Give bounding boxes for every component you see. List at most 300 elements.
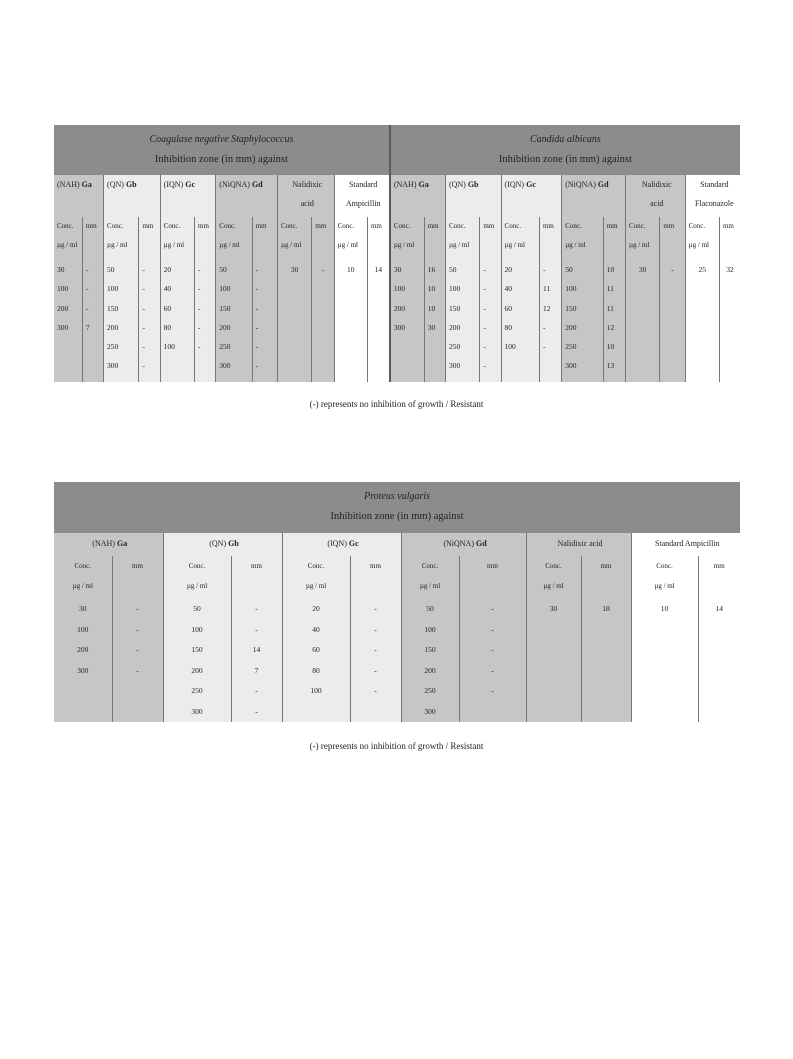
mm-value: -: [255, 265, 259, 274]
conc-value: 200: [219, 322, 231, 332]
mm-values-cell: [82, 259, 103, 382]
mm-values-cell: [459, 598, 526, 722]
conc-value: 100: [77, 624, 89, 634]
conc-unit: µg / ml: [393, 241, 415, 249]
proteus-title-cell: [54, 482, 740, 533]
mm-label: mm: [315, 222, 327, 230]
conc-unit: µg / ml: [688, 241, 709, 249]
compound-header: [163, 533, 282, 556]
conc-value: 60: [163, 303, 172, 313]
conc-value: 30: [638, 265, 647, 274]
compound-code: Ga: [81, 180, 92, 189]
mm-value: -: [255, 322, 259, 332]
conc-label: Conc.: [57, 222, 74, 230]
mm-label: mm: [85, 222, 97, 230]
mm-header: [350, 556, 401, 598]
conc-label: Conc.: [188, 562, 206, 570]
mm-value: -: [374, 665, 377, 675]
compound-prefix: (NAH): [57, 180, 82, 189]
conc-header: [160, 217, 194, 259]
mm-value: -: [136, 645, 139, 654]
mm-value: -: [255, 284, 259, 294]
compound-label-line1: Standard: [348, 180, 378, 189]
conc-header: [282, 556, 350, 598]
conc-header: [526, 556, 581, 598]
mm-value: -: [542, 265, 546, 274]
compound-code: Gd: [251, 180, 263, 189]
conc-header: [445, 217, 479, 259]
mm-header: [139, 217, 160, 259]
mm-value: -: [491, 686, 494, 695]
mm-value: -: [255, 686, 258, 695]
mm-value: -: [491, 665, 494, 675]
mm-value: -: [255, 624, 258, 634]
conc-values-cell: [631, 598, 698, 722]
conc-value: 100: [57, 284, 69, 294]
mm-values-cell: [350, 598, 401, 722]
mm-value: -: [142, 303, 145, 313]
mm-value: 10: [427, 303, 436, 313]
mm-header: [82, 217, 103, 259]
conc-value: 200: [107, 322, 119, 332]
mm-header: [112, 556, 163, 598]
compound-prefix: (QN): [209, 539, 229, 548]
mm-value: -: [255, 604, 258, 613]
mm-value: -: [491, 645, 494, 654]
mm-value: -: [255, 706, 258, 716]
conc-value: 150: [219, 303, 231, 313]
mm-value: -: [483, 303, 486, 313]
conc-label: Conc.: [628, 222, 646, 230]
conc-value: 100: [107, 284, 119, 294]
mm-value: -: [374, 645, 377, 654]
mm-value: 7: [254, 665, 259, 675]
mm-header: [231, 556, 282, 598]
conc-values-cell: [163, 598, 231, 722]
mm-label: mm: [198, 222, 209, 230]
mm-header: [539, 217, 561, 259]
conc-value: 50: [219, 265, 227, 274]
compound-prefix: (NiQNA): [443, 539, 476, 548]
conc-header: [216, 217, 252, 259]
candida-subtitle: Inhibition zone (in mm) against: [498, 154, 632, 165]
conc-value: 50: [565, 265, 573, 274]
mm-values-cell: [603, 259, 625, 382]
conc-header: [104, 217, 139, 259]
conc-label: Conc.: [307, 562, 325, 570]
conc-value: 50: [193, 604, 201, 613]
mm-value: -: [483, 265, 486, 274]
table-staph-candida: [54, 125, 740, 382]
conc-value: 300: [107, 361, 119, 371]
mm-values-cell: [112, 598, 163, 722]
conc-values-cell: [104, 259, 139, 382]
conc-value: 25: [698, 265, 707, 274]
conc-value: 250: [424, 686, 436, 695]
conc-unit: µg / ml: [305, 582, 327, 590]
conc-value: 150: [107, 303, 119, 313]
conc-header: [685, 217, 719, 259]
conc-unit: µg / ml: [337, 241, 358, 249]
conc-values-cell: [685, 259, 719, 382]
conc-value: 80: [163, 322, 172, 332]
mm-label: mm: [142, 222, 154, 230]
compound-prefix: (IQN): [504, 180, 527, 189]
mm-value: 10: [606, 342, 615, 352]
compound-code: Gc: [185, 180, 195, 189]
compound-header: [282, 533, 401, 556]
compound-header: [501, 175, 562, 217]
compound-label-line2: acid: [650, 199, 664, 208]
compound-prefix: (IQN): [163, 180, 186, 189]
conc-header: [54, 556, 112, 598]
compound-prefix: (QN): [107, 180, 126, 189]
conc-values-cell: [54, 598, 112, 722]
mm-value: -: [374, 604, 377, 613]
mm-value: 10: [427, 284, 436, 294]
compound-header: [104, 175, 161, 217]
mm-label: mm: [255, 222, 267, 230]
mm-label: mm: [663, 222, 675, 230]
compound-header: [54, 175, 104, 217]
conc-value: 40: [504, 284, 513, 294]
compound-label-line1: Standard Ampicillin: [654, 539, 720, 548]
conc-unit: µg / ml: [163, 241, 185, 249]
mm-value: -: [142, 322, 145, 332]
compound-prefix: (IQN): [327, 539, 349, 548]
mm-label: mm: [542, 222, 554, 230]
conc-value: 40: [312, 624, 320, 634]
compound-code: Gd: [597, 180, 609, 189]
conc-values-cell: [160, 259, 194, 382]
mm-value: -: [198, 284, 201, 294]
conc-header: [54, 217, 82, 259]
conc-value: 200: [448, 322, 461, 332]
mm-value: -: [85, 265, 89, 274]
mm-value: 12: [606, 322, 615, 332]
mm-header: [367, 217, 389, 259]
staph-organism-title: Coagulase negative Staphylococcus: [149, 134, 294, 145]
conc-unit: µg / ml: [565, 241, 586, 249]
mm-header: [252, 217, 277, 259]
conc-value: 150: [191, 645, 203, 654]
conc-unit: µg / ml: [57, 241, 78, 249]
conc-value: 200: [424, 665, 436, 675]
conc-header: [631, 556, 698, 598]
mm-label: mm: [251, 562, 262, 570]
conc-value: 100: [393, 284, 406, 294]
mm-header: [312, 217, 334, 259]
compound-prefix: (NiQNA): [565, 180, 598, 189]
conc-header: [562, 217, 603, 259]
mm-values-cell: [139, 259, 160, 382]
conc-values-cell: [562, 259, 603, 382]
mm-values-cell: [581, 598, 631, 722]
conc-unit: µg / ml: [72, 582, 93, 590]
conc-value: 30: [57, 265, 65, 274]
mm-value: -: [136, 624, 139, 634]
conc-value: 100: [565, 284, 577, 294]
compound-code: Gb: [125, 180, 137, 189]
conc-label: Conc.: [504, 222, 522, 230]
conc-value: 250: [107, 342, 119, 352]
conc-header: [334, 217, 367, 259]
conc-unit: µg / ml: [219, 241, 240, 249]
conc-value: 150: [565, 303, 577, 313]
compound-label-line2: Ampicillin: [345, 199, 381, 208]
conc-value: 40: [163, 284, 172, 294]
conc-unit: µg / ml: [654, 582, 675, 590]
mm-value: -: [374, 624, 377, 634]
compound-header: [334, 175, 390, 217]
conc-label: Conc.: [107, 222, 124, 230]
mm-value: 14: [715, 604, 724, 613]
conc-values-cell: [334, 259, 367, 382]
mm-values-cell: [539, 259, 561, 382]
conc-value: 250: [448, 342, 461, 352]
conc-value: 250: [219, 342, 231, 352]
conc-label: Conc.: [545, 562, 562, 570]
mm-header: [581, 556, 631, 598]
conc-value: 200: [77, 645, 89, 654]
mm-value: -: [142, 265, 145, 274]
mm-value: -: [374, 686, 377, 695]
conc-value: 300: [77, 665, 89, 675]
conc-values-cell: [526, 598, 581, 722]
mm-value: 18: [602, 604, 610, 613]
conc-value: 100: [310, 686, 322, 695]
mm-values-cell: [424, 259, 445, 382]
conc-value: 200: [393, 303, 406, 313]
conc-header: [277, 217, 311, 259]
conc-label: Conc.: [688, 222, 706, 230]
conc-value: 150: [448, 303, 461, 313]
conc-value: 30: [79, 604, 87, 613]
candida-organism-title: Candida albicans: [529, 134, 601, 145]
conc-value: 30: [549, 604, 558, 613]
conc-value: 300: [219, 361, 231, 371]
compound-code: Gc: [348, 539, 359, 548]
compound-code: Gb: [467, 180, 479, 189]
conc-values-cell: [282, 598, 350, 722]
table1-caption: (-) represents no inhibition of growth / Resistant: [309, 399, 484, 409]
mm-value: -: [321, 265, 325, 274]
conc-value: 30: [393, 265, 402, 274]
conc-value: 10: [347, 265, 355, 274]
conc-value: 100: [448, 284, 461, 294]
conc-header: [625, 217, 659, 259]
conc-label: Conc.: [565, 222, 582, 230]
conc-value: 200: [191, 665, 203, 675]
mm-value: 7: [85, 322, 90, 332]
conc-values-cell: [401, 598, 459, 722]
conc-value: 20: [312, 604, 320, 613]
conc-label: Conc.: [163, 222, 181, 230]
mm-label: mm: [370, 562, 381, 570]
proteus-organism-title: Proteus vulgaris: [364, 491, 431, 502]
compound-code: Ga: [116, 539, 128, 548]
mm-value: -: [136, 604, 139, 613]
mm-value: -: [255, 342, 259, 352]
compound-header: [631, 533, 740, 556]
mm-value: -: [483, 342, 486, 352]
conc-values-cell: [445, 259, 479, 382]
mm-value: -: [483, 361, 486, 371]
conc-unit: µg / ml: [448, 241, 470, 249]
mm-values-cell: [231, 598, 282, 722]
conc-label: Conc.: [74, 562, 92, 570]
compound-header: [562, 175, 626, 217]
conc-value: 60: [312, 645, 320, 654]
conc-label: Conc.: [421, 562, 439, 570]
conc-value: 300: [57, 322, 69, 332]
mm-value: -: [542, 322, 546, 332]
conc-header: [163, 556, 231, 598]
mm-value: -: [483, 322, 486, 332]
mm-label: mm: [483, 222, 495, 230]
mm-value: -: [136, 665, 139, 675]
mm-label: mm: [600, 562, 612, 570]
compound-label-line2: acid: [300, 199, 314, 208]
mm-value: 10: [606, 265, 615, 274]
conc-unit: µg / ml: [280, 241, 302, 249]
mm-values-cell: [195, 259, 216, 382]
conc-value: 250: [191, 686, 203, 695]
mm-header: [719, 217, 740, 259]
conc-values-cell: [277, 259, 311, 382]
mm-label: mm: [132, 562, 143, 570]
conc-unit: µg / ml: [186, 582, 208, 590]
candida-title-cell: [390, 125, 740, 175]
mm-value: -: [198, 342, 201, 352]
mm-header: [480, 217, 501, 259]
mm-value: 14: [252, 645, 261, 654]
staph-title-cell: [54, 125, 390, 175]
conc-value: 20: [504, 265, 513, 274]
mm-value: 11: [606, 284, 614, 294]
mm-value: 16: [427, 265, 436, 274]
conc-label: Conc.: [337, 222, 355, 230]
conc-values-cell: [54, 259, 82, 382]
conc-header: [401, 556, 459, 598]
conc-header: [501, 217, 539, 259]
conc-unit: µg / ml: [504, 241, 525, 249]
compound-prefix: (QN): [448, 180, 468, 189]
mm-value: -: [491, 624, 494, 634]
conc-value: 50: [107, 265, 115, 274]
conc-value: 250: [565, 342, 577, 352]
conc-value: 150: [424, 645, 436, 654]
compound-prefix: (NiQNA): [219, 180, 252, 189]
conc-label: Conc.: [448, 222, 466, 230]
conc-value: 300: [565, 361, 577, 371]
conc-label: Conc.: [219, 222, 236, 230]
table2-caption: (-) represents no inhibition of growth / Resistant: [309, 741, 484, 751]
mm-value: -: [198, 322, 201, 332]
staph-subtitle: Inhibition zone (in mm) against: [154, 154, 288, 165]
mm-value: -: [142, 284, 145, 294]
compound-header: [685, 175, 740, 217]
conc-value: 100: [163, 342, 175, 352]
conc-unit: µg / ml: [107, 241, 128, 249]
conc-value: 60: [504, 303, 513, 313]
conc-label: Conc.: [393, 222, 411, 230]
compound-header: [390, 175, 446, 217]
conc-value: 100: [504, 342, 516, 352]
mm-values-cell: [698, 598, 740, 722]
mm-header: [698, 556, 740, 598]
conc-unit: µg / ml: [419, 582, 441, 590]
mm-value: -: [542, 342, 546, 352]
compound-code: Gc: [526, 180, 536, 189]
mm-label: mm: [370, 222, 382, 230]
compound-code: Ga: [418, 180, 429, 189]
mm-value: -: [255, 361, 259, 371]
mm-value: 30: [427, 322, 436, 332]
mm-values-cell: [480, 259, 501, 382]
mm-values-cell: [660, 259, 685, 382]
mm-value: -: [85, 284, 89, 294]
conc-value: 80: [312, 665, 320, 675]
mm-values-cell: [252, 259, 277, 382]
mm-value: -: [85, 303, 89, 313]
conc-label: Conc.: [656, 562, 673, 570]
mm-label: mm: [722, 222, 734, 230]
conc-label: Conc.: [280, 222, 298, 230]
mm-value: -: [491, 604, 494, 613]
conc-value: 300: [448, 361, 461, 371]
compound-code: Gd: [476, 539, 487, 548]
mm-value: -: [255, 303, 259, 313]
mm-value: -: [142, 342, 145, 352]
conc-value: 100: [191, 624, 203, 634]
conc-value: 200: [565, 322, 577, 332]
compound-header: [445, 175, 501, 217]
compound-prefix: (NAH): [92, 539, 117, 548]
compound-label-line2: Flaconazole: [694, 199, 734, 208]
mm-label: mm: [487, 562, 498, 570]
mm-values-cell: [312, 259, 334, 382]
compound-label-line1: Nalidixic acid: [557, 539, 603, 548]
mm-label: mm: [713, 562, 725, 570]
conc-values-cell: [501, 259, 539, 382]
compound-label-line1: Nalidixic: [641, 180, 672, 189]
mm-value: 11: [542, 284, 551, 294]
mm-value: 13: [606, 361, 615, 371]
mm-header: [603, 217, 625, 259]
compound-header: [54, 533, 163, 556]
mm-label: mm: [606, 222, 618, 230]
mm-header: [660, 217, 685, 259]
compound-header: [625, 175, 685, 217]
conc-unit: µg / ml: [543, 582, 564, 590]
compound-label-line1: Nalidixic: [292, 180, 323, 189]
mm-header: [459, 556, 526, 598]
mm-values-cell: [367, 259, 389, 382]
mm-value: -: [671, 265, 674, 274]
conc-header: [390, 217, 424, 259]
conc-value: 300: [191, 706, 203, 716]
conc-value: 10: [660, 604, 669, 613]
mm-value: -: [483, 284, 486, 294]
conc-value: 300: [424, 706, 436, 716]
conc-values-cell: [390, 259, 424, 382]
mm-values-cell: [719, 259, 740, 382]
mm-value: 14: [374, 265, 383, 274]
mm-value: 12: [542, 303, 551, 313]
conc-value: 50: [426, 604, 434, 613]
conc-value: 20: [163, 265, 172, 274]
